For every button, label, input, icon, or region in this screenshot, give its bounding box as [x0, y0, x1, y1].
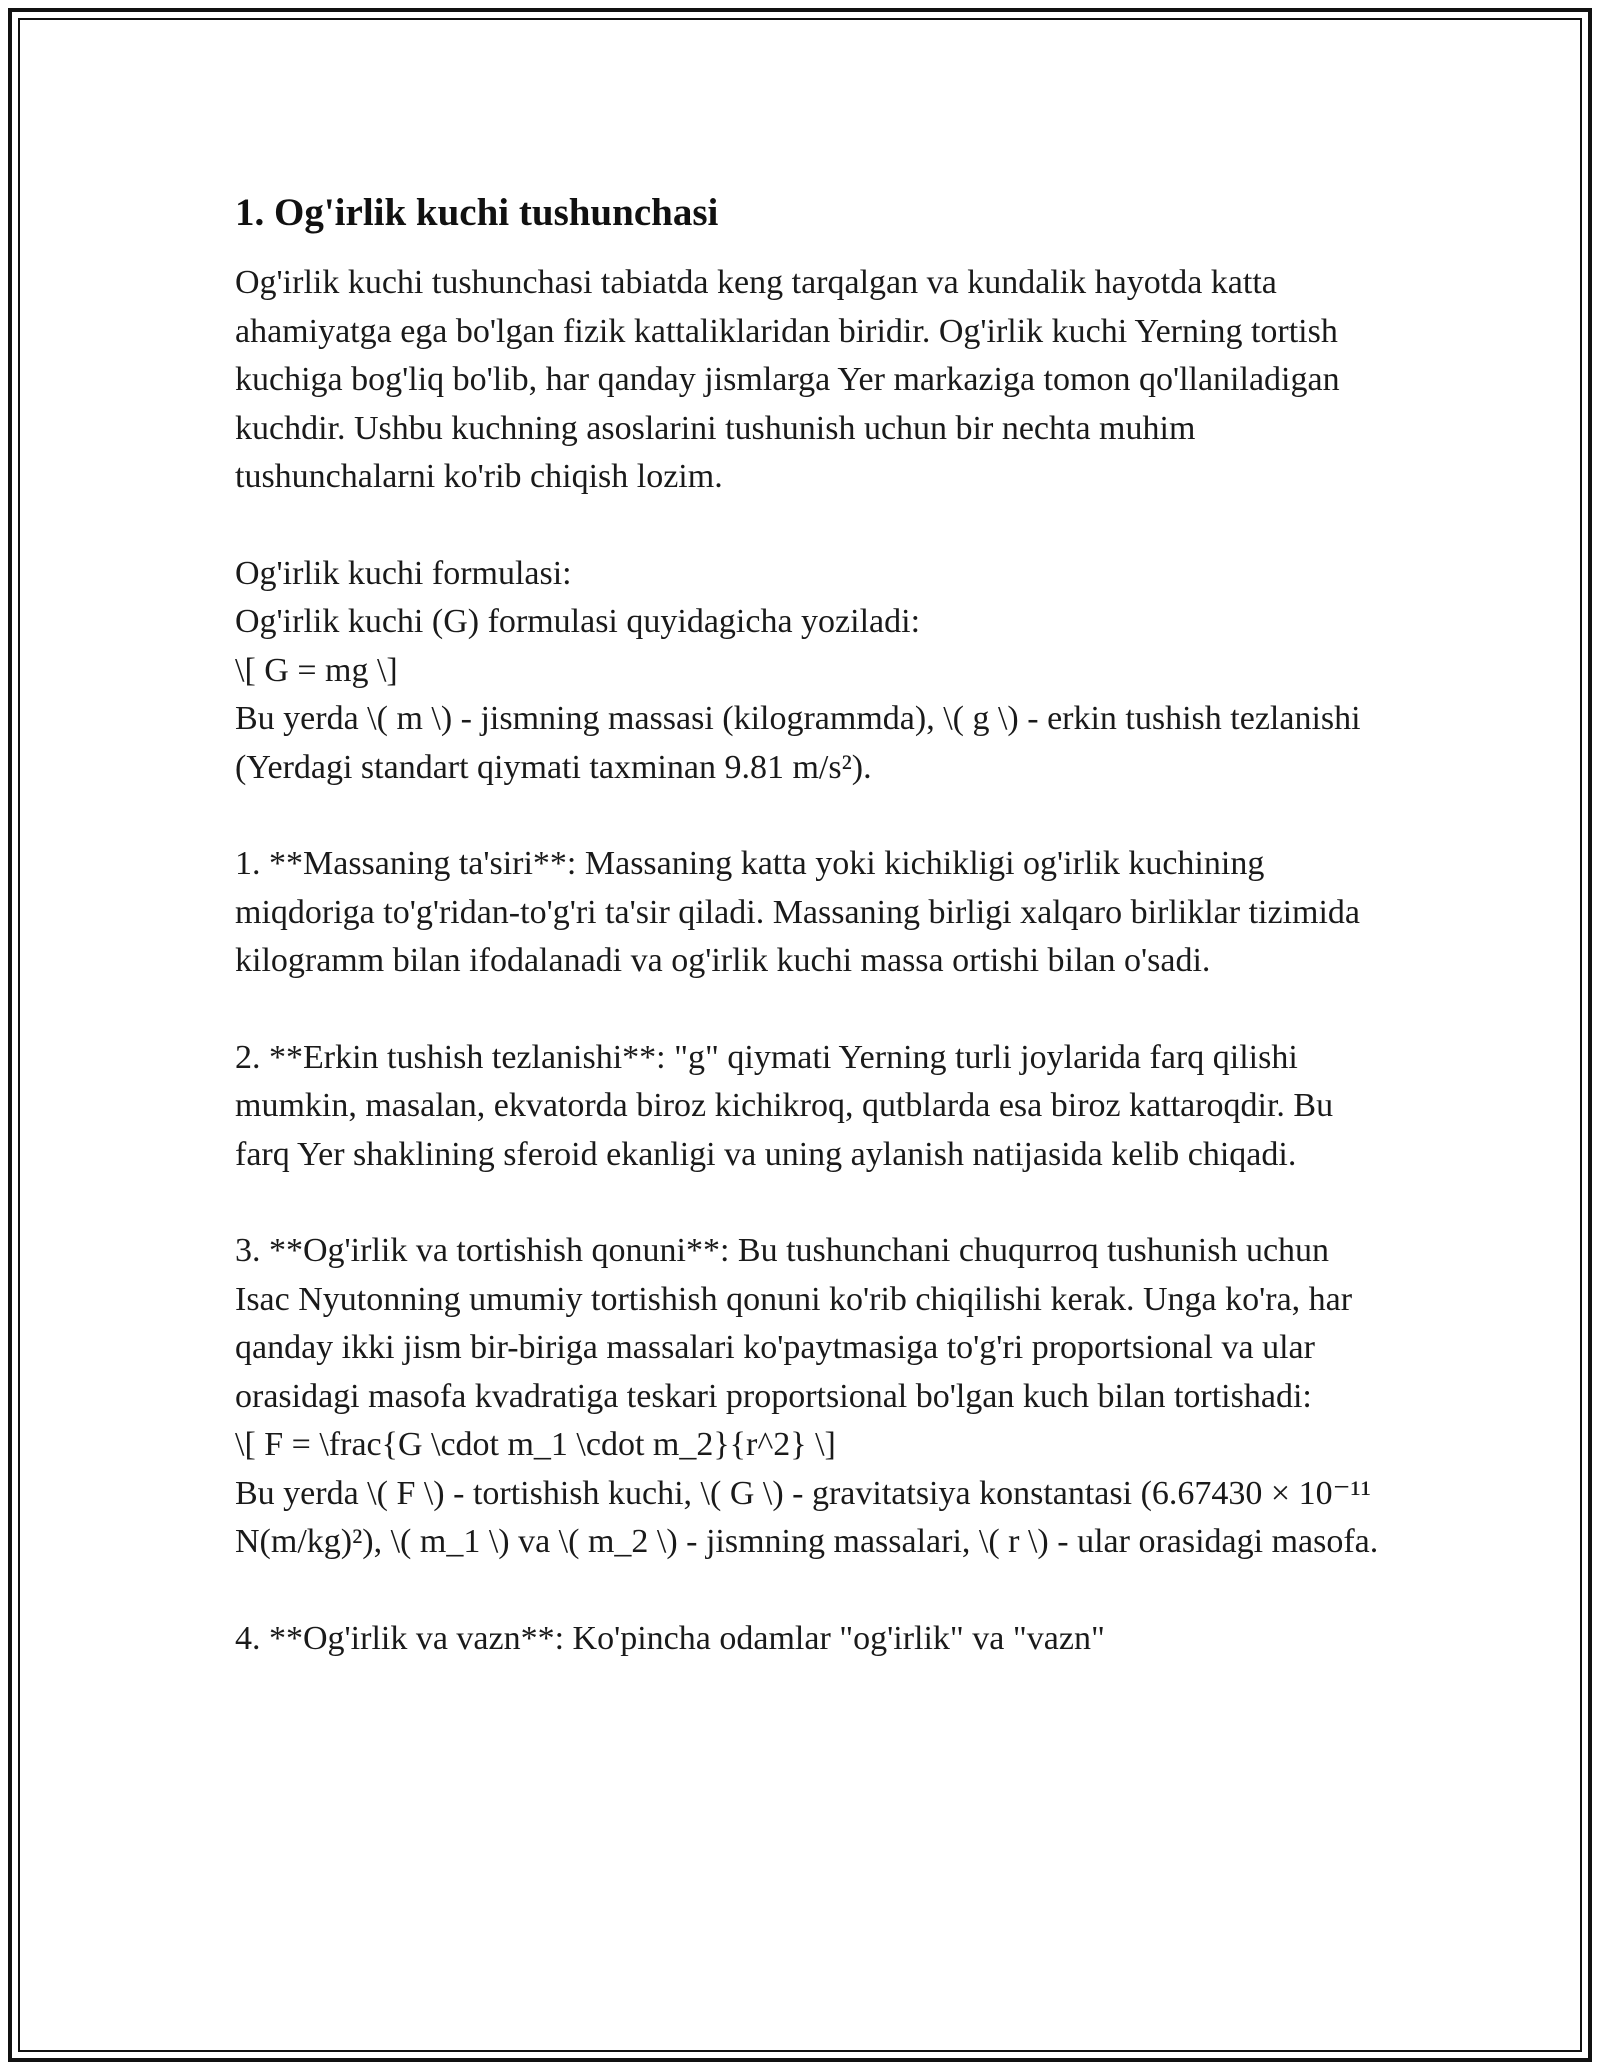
paragraph-free-fall: 2. **Erkin tushish tezlanishi**: "g" qiymati Yerning turli joylarida farq qilishi mumkin, masalan, ekvatorda biroz kichikroq, qutblarda esa biroz kattaroqdir. Bu farq Yer shaklining sferoid ekanligi va uning aylanish natijasida kelib chiqadi.: [235, 1038, 1334, 1173]
paragraph-intro: Og'irlik kuchi tushunchasi tabiatda keng tarqalgan va kundalik hayotda katta ahamiyatga ega bo'lgan fizik kattaliklaridan biridir. Og'irlik kuchi Yerning tortish kuchiga bog'liq bo'lib, har qanday jismlarga Yer markaziga tomon qo'llaniladigan kuchdir. Ushbu kuchning asoslarini tushunish uchun bir nechta muhim tushunchalarni ko'rib chiqish lozim.: [235, 264, 1340, 495]
paragraph-formula: Og'irlik kuchi formulasi: Og'irlik kuchi (G) formulasi quyidagicha yoziladi: \[ G = mg \] Bu yerda \( m \) - jismning massasi (kilogrammda), \( g \) - erkin tushish tezlanishi (Yerdagi standart qiymati taxminan 9.81 m/s²).: [235, 554, 1361, 786]
section-heading: 1. Og'irlik kuchi tushunchasi: [235, 191, 719, 234]
paragraph-mass-effect: 1. **Massaning ta'siri**: Massaning katta yoki kichikligi og'irlik kuchining miqdoriga to'g'ridan-to'g'ri ta'sir qiladi. Massaning birligi xalqaro birliklar tizimida kilogramm bilan ifodalanadi va og'irlik kuchi massa ortishi bilan o'sadi.: [235, 845, 1361, 979]
document-body: [235, 185, 1385, 1663]
paragraph-gravitation-law: 3. **Og'irlik va tortishish qonuni**: Bu tushunchani chuqurroq tushunish uchun Isac Nyutonning umumiy tortishish qonuni ko'rib chiqilishi kerak. Unga ko'ra, har qanday ikki jism bir-biriga massalari ko'paytmasiga to'g'ri proportsional va ular orasidagi masofa kvadratiga teskari proportsional bo'lgan kuch bilan tortishadi: \[ F = \frac{G \cdot m_1 \cdot m_2}{r^2} \] Bu yerda \( F \) - tortishish kuchi, \( G \) - gravitatsiya konstantasi (6.67430 × 10⁻¹¹ N(m/kg)²), \( m_1 \) va \( m_2 \) - jismning massalari, \( r \) - ular orasidagi masofa.: [235, 1232, 1379, 1560]
paragraph-weight: 4. **Og'irlik va vazn**: Ko'pincha odamlar "og'irlik" va "vazn": [235, 1619, 1105, 1657]
